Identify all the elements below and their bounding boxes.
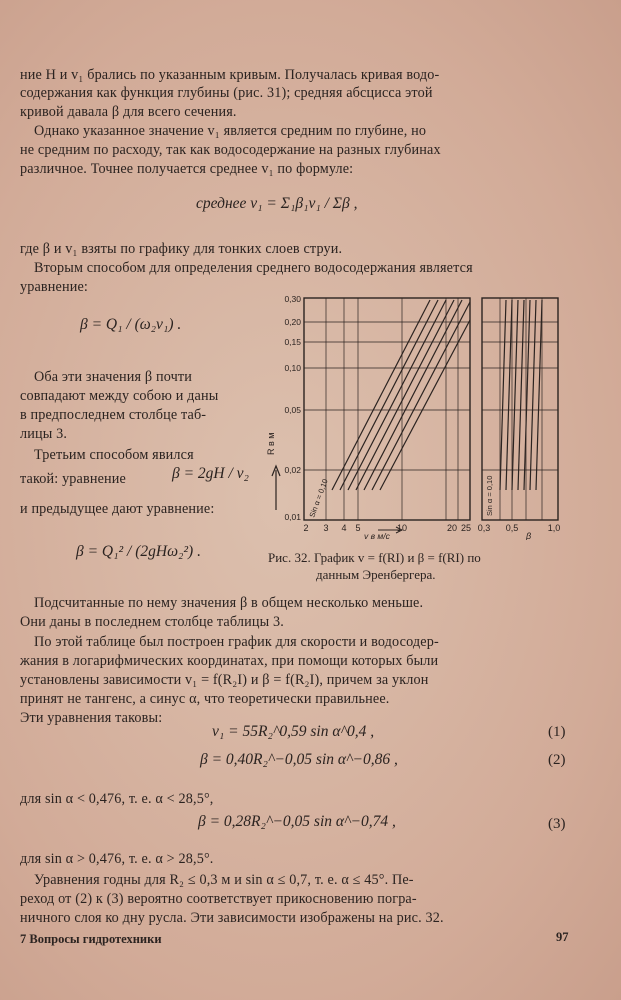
text-line: уравнение: [20,279,88,295]
equation-number: (1) [548,724,566,740]
text-line: принят не тангенс, а синус α, что теоретически правильнее. [20,691,390,707]
x-tick: 2 [303,523,309,533]
x-tick: 0,3 [477,523,491,533]
text-line: где β и v₁ взяты по графику для тонких слоев струи. [20,241,343,257]
text-line: различное. Точнее получается среднее v₁ по формуле: [20,161,354,177]
text-line: Подсчитанные по нему значения β в общем несколько меньше. [34,595,424,611]
equation-number: (3) [548,816,566,832]
y-axis-label: R в м [266,432,276,455]
x-tick: 3 [323,523,329,533]
x-axis-label-left: v в м/с [364,531,390,540]
text-line: ние H и v₁ брались по указанным кривым. Получалась кривая водо- [20,67,440,83]
y-tick: 0,02 [284,465,301,475]
text-line: Уравнения годны для R₂ ≤ 0,3 м и sin α ≤ 0,7, т. е. α ≤ 45°. Пе- [34,872,414,888]
text-line: Однако указанное значение v₁ является средним по глубине, но [34,123,427,139]
x-tick: 5 [355,523,361,533]
text-line: ничного слоя ко дну русла. Эти зависимости изображены на рис. 32. [20,910,444,926]
y-tick: 0,20 [284,317,301,327]
y-tick: 0,01 [284,512,301,522]
x-tick: 1,0 [547,523,560,533]
text-line: По этой таблице был построен график для скорости и водосодер- [34,634,439,650]
text-line: не средним по расходу, так как водосодержание на разных глубинах [20,142,441,158]
text-line: Они даны в последнем столбце таблицы 3. [20,614,284,630]
x-tick: 20 [446,523,458,533]
equation-2: β = 0,40R₂^−0,05 sin α^−0,86 , [200,751,398,768]
text-line: жания в логарифмических координатах, при помощи которых были [20,653,439,669]
text-line: Эти уравнения таковы: [20,710,163,726]
formula-mean-v: среднее v₁ = Σ₁β₁v₁ / Σβ , [196,195,358,212]
formula-beta-2: β = Q₁² / (2gHω₂²) . [76,543,201,560]
text-line: для sin α > 0,476, т. е. α > 28,5°. [20,851,214,867]
equation-1: v₁ = 55R₂^0,59 sin α^0,4 , [212,723,375,740]
equation-3: β = 0,28R₂^−0,05 sin α^−0,74 , [198,813,396,830]
text-line: кривой давала β для всего сечения. [20,104,237,120]
text-line: содержания как функция глубины (рис. 31); средняя абсцисса этой [20,85,433,101]
text-line: установлены зависимости v₁ = f(R₂I) и β = f(R₂I), причем за уклон [20,672,429,688]
text-line: такой: уравнение [20,471,126,487]
text-line: для sin α < 0,476, т. е. α < 28,5°, [20,791,214,807]
text-line: и предыдущее дают уравнение: [20,501,215,517]
equation-number: (2) [548,752,566,768]
page-number: 97 [556,930,569,944]
figure-caption: Рис. 32. График v = f(RI) и β = f(RI) по [268,550,481,565]
figure-32-chart [260,290,560,540]
x-axis-label-right: β [526,531,532,540]
formula-beta-1: β = Q₁ / (ω₂v₁) . [80,316,182,333]
text-line: реход от (2) к (3) вероятно соответствует прикосновению погра- [20,891,417,907]
y-tick: 0,10 [284,363,301,373]
x-tick: 4 [341,523,347,533]
text-line: Вторым способом для определения среднего водосодержания является [34,260,473,276]
curve-label-left: Sin α = 0,10 [307,477,330,519]
x-tick: 10 [396,523,408,533]
curve-label-right: Sin α = 0,10 [485,475,494,516]
y-tick: 0,05 [284,405,301,415]
footer-signature: 7 Вопросы гидротехники [20,932,162,946]
y-tick: 0,30 [284,294,301,304]
text-line: Оба эти значения β почти [34,369,192,385]
x-tick: 0,5 [505,523,519,533]
text-line: в предпоследнем столбце таб- [20,407,207,423]
text-line: Третьим способом явился [34,447,194,463]
x-tick: 25 [460,523,472,533]
y-tick: 0,15 [284,337,301,347]
formula-beta-eq: β = 2gH / v₂ [172,465,249,482]
figure-caption: данным Эренбергера. [316,567,436,582]
text-line: лицы 3. [20,426,68,442]
text-line: совпадают между собою и даны [20,388,219,404]
